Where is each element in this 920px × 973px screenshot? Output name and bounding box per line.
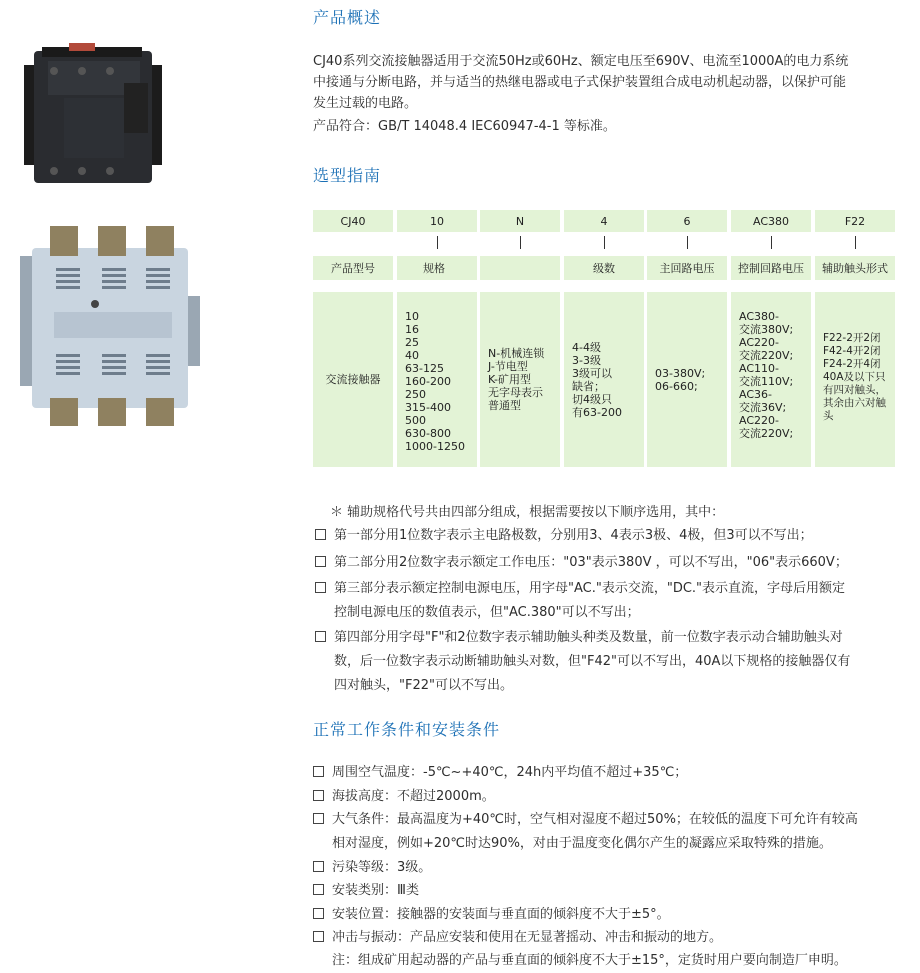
condition-text-continued: 相对湿度，例如+20℃时达90%，对由于温度变化偶尔产生的凝露应采取特殊的措施。 <box>332 836 832 851</box>
checkbox-icon <box>313 813 324 824</box>
note-text-continued: 四对触头，"F22"可以不写出。 <box>334 678 513 693</box>
note-item <box>315 578 845 599</box>
content-cell-type: N-机械连锁 J-节电型 K-矿用型 无字母表示 普通型 <box>480 292 560 467</box>
overview-line-3: 发生过载的电路。 <box>313 96 418 111</box>
condition-text: 安装位置：接触器的安装面与垂直面的倾斜度不大于±5°。 <box>332 907 670 922</box>
content-cell-control-voltage: AC380- 交流380V; AC220- 交流220V; AC110- 交流110V; AC36- 交流36V; AC220- 交流220V; <box>731 292 811 467</box>
condition-item <box>313 903 670 926</box>
connector-line <box>604 236 605 249</box>
content-cell-poles: 4-4级 3-3级 3级可以 缺省； 切4级只 有63-200 <box>564 292 644 467</box>
note-text-continued: 数，后一位数字表示动断辅助触头对数，但"F42"可以不写出，40A以下规格的接触器仅有 <box>334 654 851 669</box>
standards-line: 产品符合：GB/T 14048.4 IEC60947-4-1 等标准。 <box>313 119 616 134</box>
content-cell-model: 交流接触器 <box>313 292 393 467</box>
contactor-image-small <box>24 43 164 193</box>
connector-line <box>520 236 521 249</box>
note-item <box>315 627 843 648</box>
connector-line <box>437 236 438 249</box>
note-text-continued: 控制电源电压的数值表示，但"AC.380"可以不写出； <box>334 605 640 620</box>
code-cell-spec: 10 <box>397 210 477 232</box>
condition-text: 海拔高度：不超过2000m。 <box>332 789 495 804</box>
content-cell-aux-contact: F22-2开2闭 F42-4开2闭 F24-2开4闭 40A及以下只 有四对触头， 其余由六对触 头 <box>815 292 895 467</box>
code-cell-model: CJ40 <box>313 210 393 232</box>
condition-item <box>313 926 722 949</box>
conditions-heading: 正常工作条件和安装条件 <box>313 720 501 739</box>
selection-heading: 选型指南 <box>313 166 382 185</box>
checkbox-icon <box>313 884 324 895</box>
checkbox-icon <box>313 766 324 777</box>
checkbox-icon <box>315 529 326 540</box>
checkbox-icon <box>315 556 326 567</box>
code-cell-control-voltage: AC380 <box>731 210 811 232</box>
note-text: 第一部分用1位数字表示主电路极数，分别用3、4表示3极、4极，但3可以不写出； <box>334 528 813 543</box>
condition-item <box>313 856 431 879</box>
checkbox-icon <box>313 908 324 919</box>
overview-line-2: 中接通与分断电路，并与适当的热继电器或电子式保护装置组合成电动机起动器，以保护可能 <box>313 75 847 90</box>
condition-note: 注：组成矿用起动器的产品与垂直面的倾斜度不大于±15°，定货时用户要向制造厂申明。 <box>332 953 847 968</box>
overview-line-1: CJ40系列交流接触器适用于交流50Hz或60Hz、额定电压至690V、电流至1000A的电力系统 <box>313 54 849 69</box>
code-cell-main-voltage: 6 <box>647 210 727 232</box>
condition-item <box>313 879 419 902</box>
code-cell-type: N <box>480 210 560 232</box>
checkbox-icon <box>315 582 326 593</box>
checkbox-icon <box>315 631 326 642</box>
label-cell-control-voltage: 控制回路电压 <box>731 256 811 280</box>
notes-intro: ＊ 辅助规格代号共由四部分组成，根据需要按以下顺序选用，其中： <box>330 505 725 520</box>
condition-item <box>313 808 858 831</box>
content-cell-main-voltage: 03-380V; 06-660; <box>647 292 727 467</box>
connector-line <box>687 236 688 249</box>
condition-text: 周围空气温度：-5℃~+40℃，24h内平均值不超过+35℃； <box>332 765 688 780</box>
checkbox-icon <box>313 931 324 942</box>
checkbox-icon <box>313 790 324 801</box>
note-item <box>315 525 813 546</box>
label-cell-type <box>480 256 560 280</box>
condition-item <box>313 761 687 784</box>
label-cell-aux-contact: 辅助触头形式 <box>815 256 895 280</box>
contactor-image-large <box>20 226 200 426</box>
note-text: 第二部分用2位数字表示额定工作电压："03"表示380V ，可以不写出，"06"表示660V； <box>334 555 848 570</box>
note-item <box>315 552 848 573</box>
label-cell-model: 产品型号 <box>313 256 393 280</box>
condition-text: 安装类别：Ⅲ类 <box>332 883 419 898</box>
code-cell-poles: 4 <box>564 210 644 232</box>
note-text: 第四部分用字母"F"和2位数字表示辅助触头种类及数量，前一位数字表示动合辅助触头对 <box>334 630 843 645</box>
connector-line <box>855 236 856 249</box>
overview-heading: 产品概述 <box>313 8 382 27</box>
condition-text: 污染等级：3级。 <box>332 860 432 875</box>
checkbox-icon <box>313 861 324 872</box>
note-text: 第三部分表示额定控制电源电压，用字母"AC."表示交流，"DC."表示直流，字母后用额定 <box>334 581 846 596</box>
label-cell-spec: 规格 <box>397 256 477 280</box>
condition-text: 大气条件：最高温度为+40℃时，空气相对湿度不超过50%；在较低的温度下可允许有较高 <box>332 812 858 827</box>
label-cell-main-voltage: 主回路电压 <box>647 256 727 280</box>
condition-item <box>313 785 495 808</box>
label-cell-poles: 级数 <box>564 256 644 280</box>
connector-line <box>771 236 772 249</box>
content-cell-spec: 10 16 25 40 63-125 160-200 250 315-400 500 630-800 1000-1250 <box>397 292 477 467</box>
condition-text: 冲击与振动：产品应安装和使用在无显著摇动、冲击和振动的地方。 <box>332 930 723 945</box>
code-cell-aux-contact: F22 <box>815 210 895 232</box>
